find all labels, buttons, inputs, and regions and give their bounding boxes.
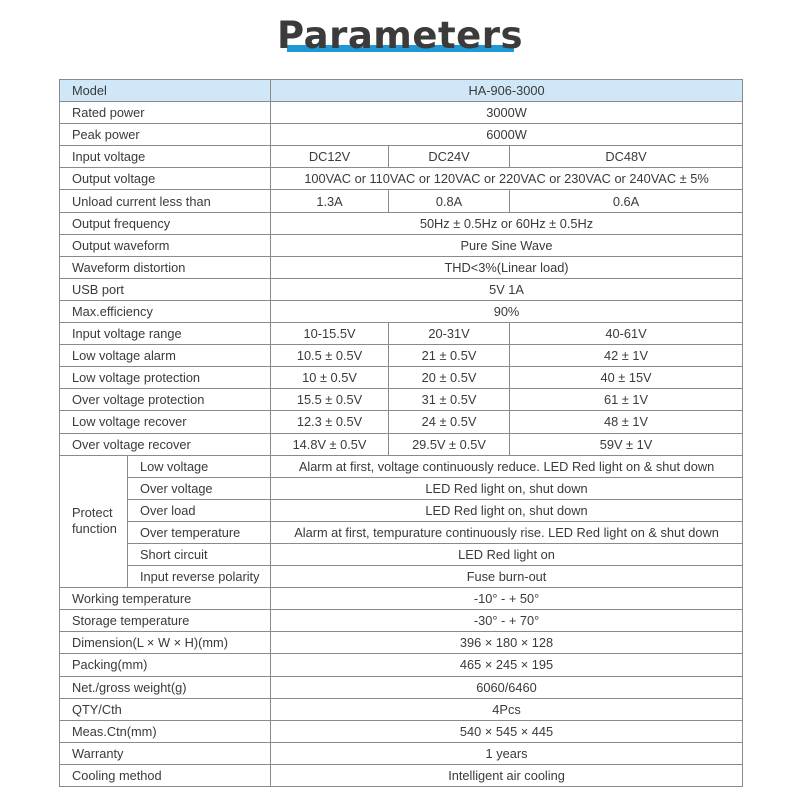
row-label: Net./gross weight(g): [60, 676, 271, 698]
title-area: [0, 14, 800, 64]
row-value: 90%: [271, 300, 743, 322]
row-value: 6000W: [271, 124, 743, 146]
row-label: Output waveform: [60, 234, 271, 256]
row-label: QTY/Cth: [60, 698, 271, 720]
row-value-48v: 40-61V: [510, 323, 743, 345]
table-row: [60, 367, 743, 389]
row-value: 6060/6460: [271, 676, 743, 698]
table-row: [60, 168, 743, 190]
row-value-48v: 48 ± 1V: [510, 411, 743, 433]
row-value-24v: 24 ± 0.5V: [389, 411, 510, 433]
row-value: 50Hz ± 0.5Hz or 60Hz ± 0.5Hz: [271, 212, 743, 234]
row-value: 465 × 245 × 195: [271, 654, 743, 676]
row-value: 5V 1A: [271, 278, 743, 300]
row-value-12v: 10 ± 0.5V: [271, 367, 389, 389]
row-value-12v: 10-15.5V: [271, 323, 389, 345]
row-value-12v: 14.8V ± 0.5V: [271, 433, 389, 455]
protect-function-label: Protect function: [60, 455, 128, 588]
row-label: Packing(mm): [60, 654, 271, 676]
row-value: -30° - + 70°: [271, 610, 743, 632]
table-row-protect: [60, 477, 743, 499]
protect-item-label: Over temperature: [128, 521, 271, 543]
row-value-12v: 12.3 ± 0.5V: [271, 411, 389, 433]
table-row-protect: [60, 543, 743, 565]
row-value: HA-906-3000: [271, 80, 743, 102]
row-label: USB port: [60, 278, 271, 300]
table-row: [60, 610, 743, 632]
table-row: [60, 676, 743, 698]
protect-item-label: Short circuit: [128, 543, 271, 565]
protect-item-label: Low voltage: [128, 455, 271, 477]
table-row: [60, 632, 743, 654]
row-label: Input voltage: [60, 146, 271, 168]
row-value: 1 years: [271, 742, 743, 764]
row-value: Pure Sine Wave: [271, 234, 743, 256]
row-label: Low voltage protection: [60, 367, 271, 389]
table-row: [60, 234, 743, 256]
table-row: [60, 256, 743, 278]
row-value-12v: 10.5 ± 0.5V: [271, 345, 389, 367]
row-label: Waveform distortion: [60, 256, 271, 278]
table-row: [60, 146, 743, 168]
row-label: Storage temperature: [60, 610, 271, 632]
protect-item-value: Alarm at first, tempurature continuously rise. LED Red light on & shut down: [271, 521, 743, 543]
protect-item-label: Over load: [128, 499, 271, 521]
table-row: [60, 345, 743, 367]
row-value: 396 × 180 × 128: [271, 632, 743, 654]
table-row: [60, 300, 743, 322]
row-value: 540 × 545 × 445: [271, 720, 743, 742]
row-value-24v: 0.8A: [389, 190, 510, 212]
table-row: [60, 654, 743, 676]
page-title: Parameters: [276, 14, 523, 57]
row-value-24v: 29.5V ± 0.5V: [389, 433, 510, 455]
protect-item-value: LED Red light on: [271, 543, 743, 565]
row-label: Peak power: [60, 124, 271, 146]
row-value: 4Pcs: [271, 698, 743, 720]
table-row: [60, 698, 743, 720]
protect-item-value: Fuse burn-out: [271, 566, 743, 588]
row-value-48v: 0.6A: [510, 190, 743, 212]
table-row: [60, 124, 743, 146]
row-value-24v: 20 ± 0.5V: [389, 367, 510, 389]
row-label: Rated power: [60, 102, 271, 124]
row-label: Output voltage: [60, 168, 271, 190]
row-value-48v: DC48V: [510, 146, 743, 168]
parameters-table: [59, 79, 743, 787]
row-label: Working temperature: [60, 588, 271, 610]
row-label: Warranty: [60, 742, 271, 764]
row-value: Intelligent air cooling: [271, 764, 743, 786]
table-row-protect: [60, 521, 743, 543]
row-label: Input voltage range: [60, 323, 271, 345]
row-label: Model: [60, 80, 271, 102]
protect-item-value: LED Red light on, shut down: [271, 499, 743, 521]
protect-item-label: Over voltage: [128, 477, 271, 499]
row-value-48v: 59V ± 1V: [510, 433, 743, 455]
row-label: Low voltage alarm: [60, 345, 271, 367]
table-row: [60, 742, 743, 764]
row-label: Low voltage recover: [60, 411, 271, 433]
table-row: [60, 190, 743, 212]
row-value: -10° - + 50°: [271, 588, 743, 610]
row-value-48v: 40 ± 15V: [510, 367, 743, 389]
table-row: [60, 102, 743, 124]
table-row: [60, 323, 743, 345]
table-row-protect: [60, 499, 743, 521]
row-value-12v: 1.3A: [271, 190, 389, 212]
row-value-12v: DC12V: [271, 146, 389, 168]
row-value-24v: 31 ± 0.5V: [389, 389, 510, 411]
row-label: Output frequency: [60, 212, 271, 234]
table-row-model: [60, 80, 743, 102]
row-value: 100VAC or 110VAC or 120VAC or 220VAC or 230VAC or 240VAC ± 5%: [271, 168, 743, 190]
table-row: [60, 278, 743, 300]
row-label: Over voltage recover: [60, 433, 271, 455]
table-row: [60, 212, 743, 234]
table-row: [60, 411, 743, 433]
row-label: Over voltage protection: [60, 389, 271, 411]
row-value-48v: 42 ± 1V: [510, 345, 743, 367]
protect-item-label: Input reverse polarity: [128, 566, 271, 588]
row-value: 3000W: [271, 102, 743, 124]
row-value: THD<3%(Linear load): [271, 256, 743, 278]
table-row: [60, 389, 743, 411]
row-value-48v: 61 ± 1V: [510, 389, 743, 411]
protect-item-value: Alarm at first, voltage continuously reduce. LED Red light on & shut down: [271, 455, 743, 477]
row-value-24v: DC24V: [389, 146, 510, 168]
row-label: Dimension(L × W × H)(mm): [60, 632, 271, 654]
row-value-12v: 15.5 ± 0.5V: [271, 389, 389, 411]
row-value-24v: 20-31V: [389, 323, 510, 345]
table-row: [60, 764, 743, 786]
table-row: [60, 433, 743, 455]
row-label: Meas.Ctn(mm): [60, 720, 271, 742]
row-value-24v: 21 ± 0.5V: [389, 345, 510, 367]
row-label: Max.efficiency: [60, 300, 271, 322]
row-label: Unload current less than: [60, 190, 271, 212]
row-label: Cooling method: [60, 764, 271, 786]
table-row-protect: [60, 566, 743, 588]
protect-item-value: LED Red light on, shut down: [271, 477, 743, 499]
table-row: [60, 720, 743, 742]
table-row-protect: [60, 455, 743, 477]
table-row: [60, 588, 743, 610]
